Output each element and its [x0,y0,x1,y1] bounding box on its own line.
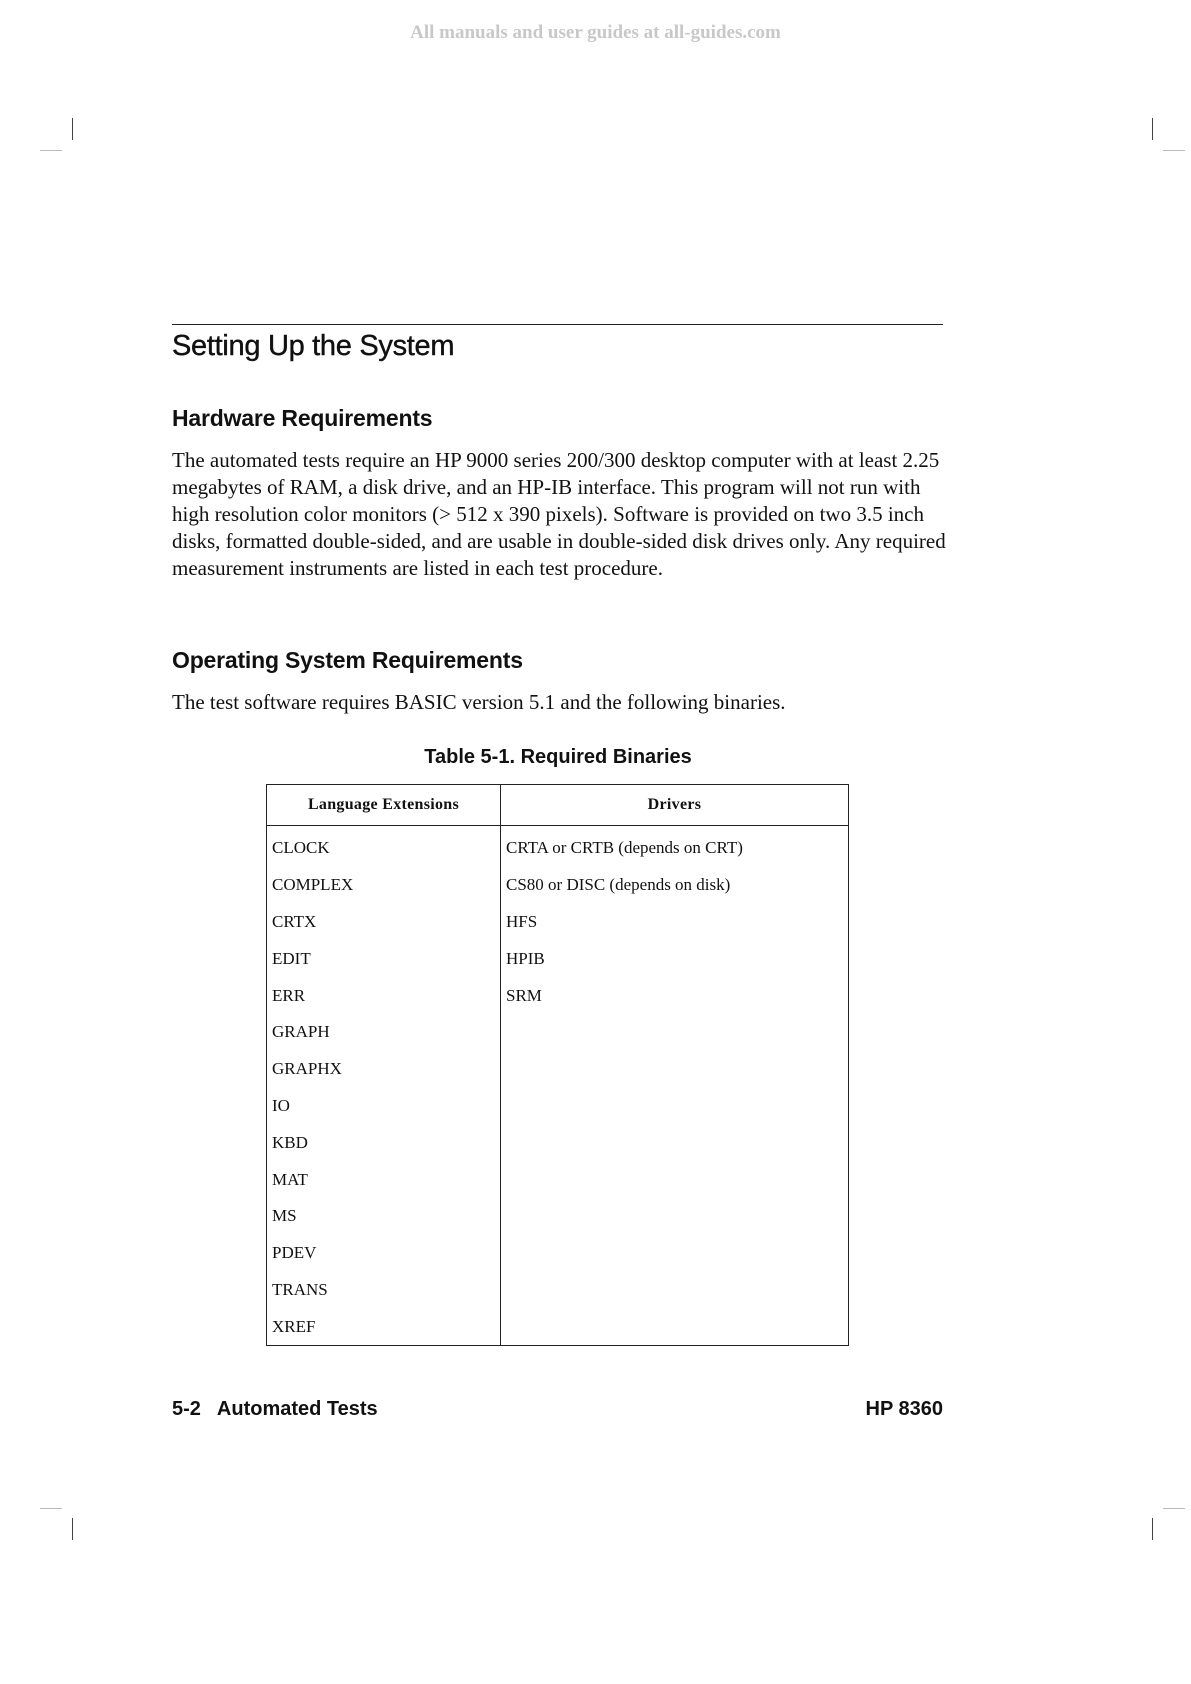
driver-cell: CRTA or CRTB (depends on CRT) [506,838,743,858]
language-extension-cell: CRTX [267,904,501,941]
driver-cell [501,1014,849,1051]
table-row [267,1014,849,1051]
language-extension-cell: MS [267,1198,501,1235]
language-extension-cell: XREF [267,1308,501,1345]
table-row [267,867,849,904]
language-extension-cell: ERR [267,977,501,1014]
crop-mark-top-left [72,118,73,140]
language-extension-cell: CLOCK [267,826,501,867]
crop-mark-bottom-right [1152,1518,1153,1540]
language-extension-cell: IO [267,1088,501,1125]
os-heading: Operating System Requirements [172,647,523,673]
driver-cell [501,1272,849,1309]
header-drivers: Drivers [501,785,849,826]
table-row [267,1051,849,1088]
table-row [267,904,849,941]
driver-cell [501,1308,849,1345]
table-row [267,1161,849,1198]
section-rule [172,324,943,325]
crop-mark-top-right [1152,118,1153,140]
table-row [267,1235,849,1272]
watermark-text: All manuals and user guides at all-guides.com [410,22,781,43]
hardware-heading: Hardware Requirements [172,405,433,431]
language-extension-cell: KBD [267,1124,501,1161]
required-binaries-table [266,784,849,1346]
language-extension-cell: COMPLEX [267,867,501,904]
table-caption: Table 5-1. Required Binaries [424,746,692,768]
driver-cell [501,1051,849,1088]
driver-cell [501,1235,849,1272]
driver-cell [501,1124,849,1161]
driver-cell [501,1088,849,1125]
os-paragraph: The test software requires BASIC version 5.1 and the following binaries. [172,690,786,714]
crop-mark-top-left-h [40,150,62,151]
hardware-paragraph: The automated tests require an HP 9000 series 200/300 desktop computer with at least 2.25 megabytes of RAM, a disk drive, and an HP-IB interface. This program will not run with high resolution color monitors (> 512 x 390 pixels). Software is provided on two 3.5 inch disks, formatted double-sided, and are usable in double-sided disk drives only. Any required measurement instruments are listed in each test procedure. [172,448,946,580]
language-extension-cell: GRAPH [267,1014,501,1051]
crop-mark-bottom-left-h [40,1508,62,1509]
crop-mark-top-right-h [1163,150,1185,151]
table-row [267,940,849,977]
table-header-row [267,785,849,826]
footer-product: HP 8360 [865,1398,943,1420]
table-row [267,977,849,1014]
table-row [267,1088,849,1125]
footer-chapter: Automated Tests [216,1398,378,1420]
driver-cell: SRM [506,985,542,1005]
language-extension-cell: MAT [267,1161,501,1198]
language-extension-cell: EDIT [267,940,501,977]
table-row [267,1124,849,1161]
table-row [267,1198,849,1235]
language-extension-cell: PDEV [267,1235,501,1272]
crop-mark-bottom-right-h [1163,1508,1185,1509]
header-language-extensions: Language Extensions [267,785,501,826]
table-row [267,1308,849,1345]
table-row [267,826,849,867]
driver-cell: CS80 or DISC (depends on disk) [506,875,731,895]
driver-cell [501,1198,849,1235]
section-title: Setting Up the System [172,330,455,362]
language-extension-cell: GRAPHX [267,1051,501,1088]
footer-page-number: 5-2 [172,1398,201,1420]
table-row [267,1272,849,1309]
driver-cell: HPIB [506,948,545,968]
language-extension-cell: TRANS [267,1272,501,1309]
driver-cell [501,1161,849,1198]
driver-cell: HFS [506,911,538,931]
crop-mark-bottom-left [72,1518,73,1540]
footer-left [172,1398,378,1421]
